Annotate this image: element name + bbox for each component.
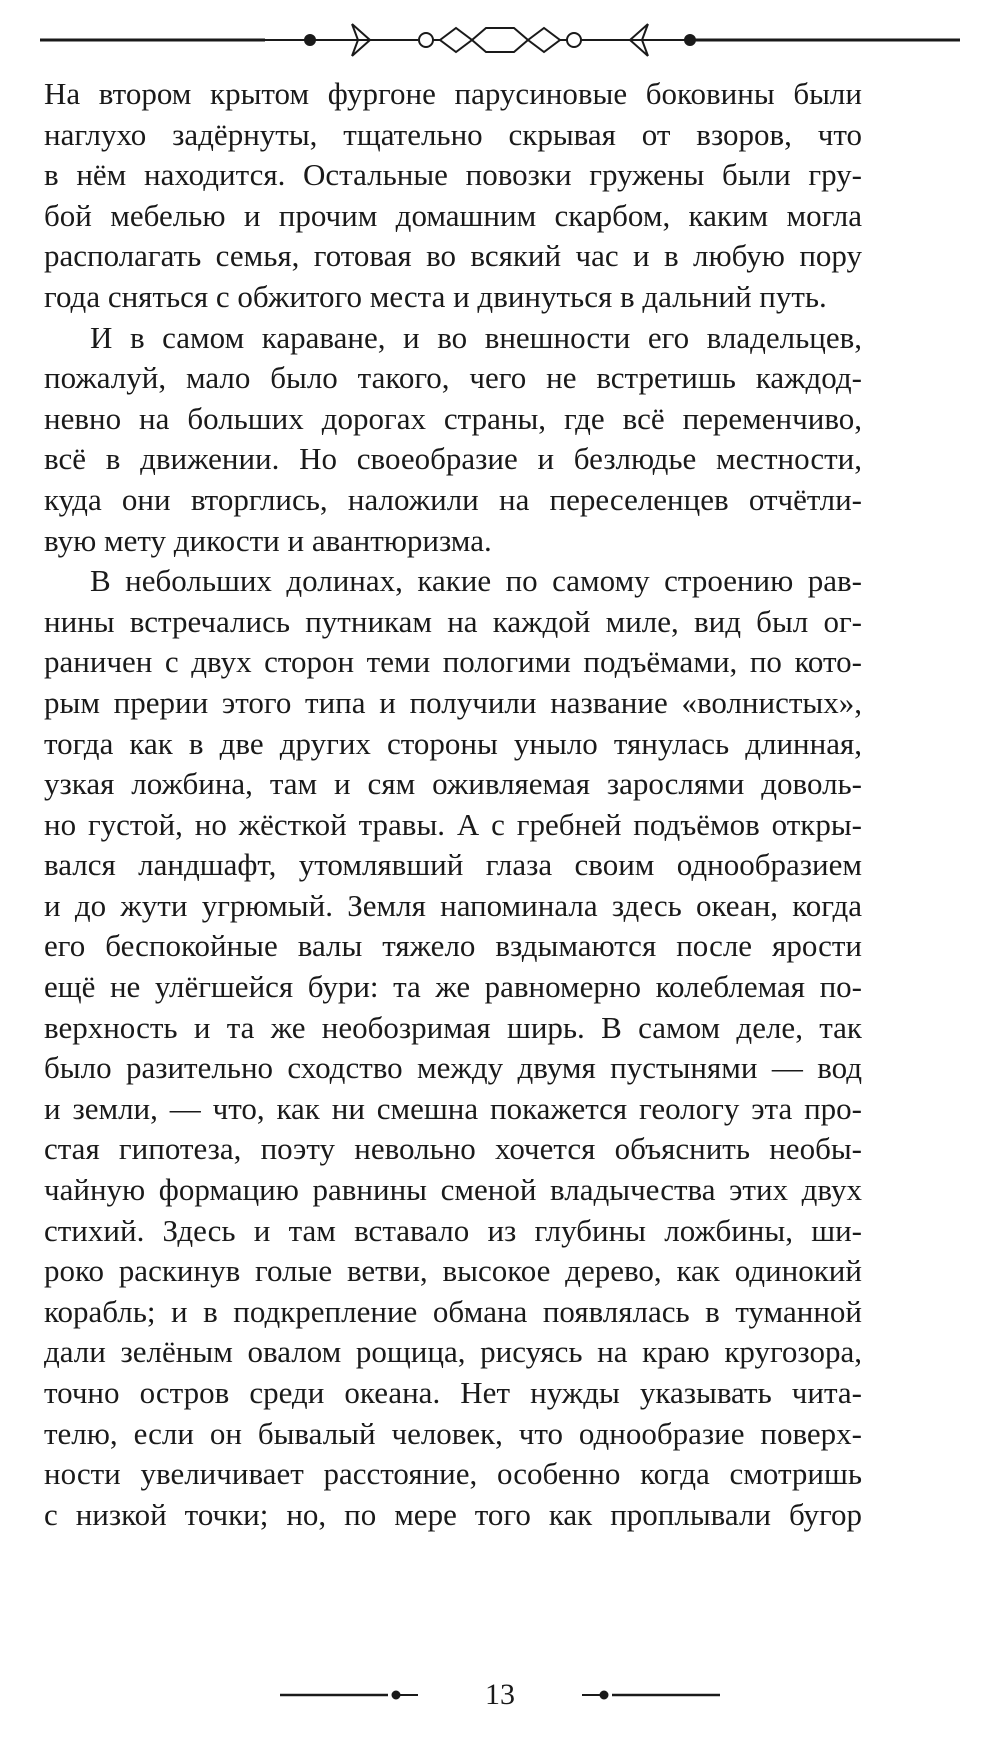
text-line: точно остров среди океана. Нет нужды указывать чита-	[44, 1375, 862, 1410]
text-line: тогда как в две других стороны уныло тянулась длинная,	[44, 725, 862, 761]
text-line: пожалуй, мало было такого, чего не встретишь каждод-	[44, 360, 862, 396]
text-line: с низкой точки; но, по мере того как проплывали бугор	[44, 1496, 862, 1532]
text-line: но густой, но жёсткой травы. А с гребней подъёмов откры-	[44, 806, 862, 842]
text-line: его беспокойные валы тяжело вздымаются после ярости	[44, 928, 862, 964]
text-line: вую мету дикости и авантюризма.	[44, 522, 492, 558]
page-footer	[0, 1672, 1000, 1722]
text-line: дали зелёным овалом рощица, рисуясь на краю кругозора,	[44, 1334, 862, 1370]
text-line: стихий. Здесь и там вставало из глубины ложбины, ши-	[44, 1212, 862, 1248]
text-line: располагать семья, готовая во всякий час и в любую пору	[44, 238, 862, 274]
text-line: рым прерии этого типа и получили название «волнистых»,	[44, 684, 862, 720]
text-line: верхность и та же необозримая ширь. В самом деле, так	[44, 1009, 862, 1045]
text-line: чайную формацию равнины сменой владычества этих двух	[44, 1172, 862, 1208]
text-line: телю, если он бывалый человек, что однообразие поверх-	[44, 1415, 862, 1451]
text-line: наглухо задёрнуты, тщательно скрывая от взоров, что	[44, 116, 862, 152]
text-line: В небольших долинах, какие по самому строению рав-	[90, 563, 862, 599]
text-line: узкая ложбина, там и сям оживляемая зарослями доволь-	[44, 766, 862, 802]
top-ornament	[40, 14, 960, 66]
text-line: нины встречались путникам на каждой миле, вид был ог-	[44, 603, 862, 639]
page-number-text: 13	[477, 1678, 523, 1711]
text-line: ещё не улёгшейся бури: та же равномерно колеблемая по-	[44, 969, 862, 1005]
text-line: бой мебелью и прочим домашним скарбом, каким могла	[44, 197, 862, 233]
text-line: На втором крытом фургоне парусиновые боковины были	[44, 76, 862, 111]
text-line: ности увеличивает расстояние, особенно когда смотришь	[44, 1456, 862, 1492]
text-line: было разительно сходство между двумя пустынями — вод	[44, 1050, 862, 1086]
text-line: куда они вторглись, наложили на переселенцев отчётли-	[44, 481, 862, 517]
text-line: раничен с двух сторон теми пологими подъёмами, по кото-	[44, 644, 862, 680]
text-line: невно на больших дорогах страны, где всё переменчиво,	[44, 400, 862, 436]
text-line: стая гипотеза, поэту невольно хочется объяснить необы-	[44, 1131, 862, 1167]
text-line: корабль; и в подкрепление обмана появлялась в туманной	[44, 1293, 862, 1329]
text-line: роко раскинув голые ветви, высокое дерево, как одинокий	[44, 1253, 862, 1289]
text-line: и до жути угрюмый. Земля напоминала здесь океан, когда	[44, 887, 862, 923]
text-line: года сняться с обжитого места и двинуться в дальний путь.	[44, 278, 827, 314]
text-line: в нём находится. Остальные повозки гружены были гру-	[44, 157, 862, 193]
text-line: и земли, — что, как ни смешна покажется геологу эта про-	[44, 1090, 862, 1126]
body-text	[44, 74, 862, 1535]
text-line: вался ландшафт, утомлявший глаза своим однообразием	[44, 847, 862, 883]
text-line: всё в движении. Но своеобразие и безлюдье местности,	[44, 441, 862, 477]
text-line: И в самом караване, и во внешности его владельцев,	[90, 319, 862, 355]
page-number	[0, 1672, 1000, 1718]
